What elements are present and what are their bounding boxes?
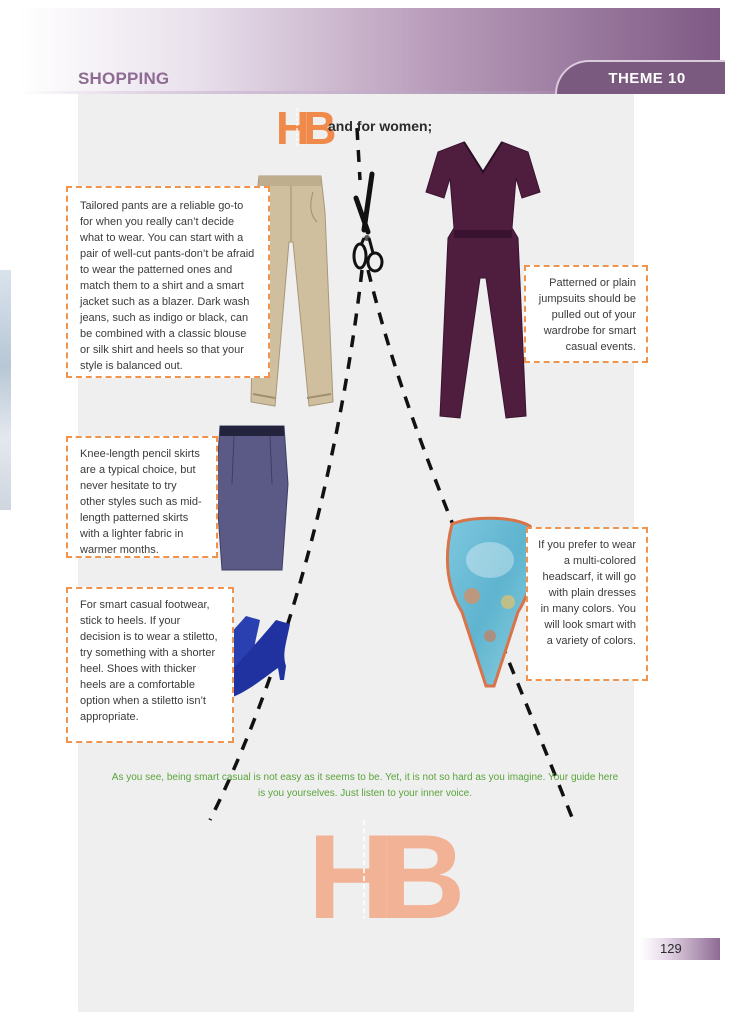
hb-logo-large [308,810,450,944]
hb-logo-text: HB [276,102,331,154]
hb-logo-large-text: HB [308,810,450,944]
intro-heading: and for women; [328,118,433,134]
skirt-tip: Knee-length pencil skirts are a typical choice, but never hesitate to try other styles such as mid-length patterned skirts with a lighter fabric in warmer months. [66,436,218,558]
scarf-tip: If you prefer to wear a multi-colored headscarf, it will go with plain dresses in many colors. You will look smart with a variety of colors. [526,527,648,681]
pants-tip: Tailored pants are a reliable go-to for when you really can’t decide what to wear. You can start with a pair of well-cut pants-don’t be afraid to wear the patterned ones and match them to a shirt and a smart jacket such as a blazer. Dark wash jeans, such as indigo or black, can be combined with a classic blouse or silk shirt and heels so that your style is balanced out. [66,186,270,378]
scissors-icon [350,172,384,276]
page-number: 129 [640,938,720,960]
closing-note: As you see, being smart casual is not easy as it seems to be. Yet, it is not so hard as you imagine. Your guide here is you yourselves. Just listen to your inner voice. [111,772,619,799]
section-label: SHOPPING [78,69,170,88]
adjacent-page-image [0,270,11,510]
pencil-skirt-image [212,424,292,572]
jumpsuit-tip: Patterned or plain jumpsuits should be pulled out of your wardrobe for smart casual events. [524,265,648,363]
headscarf-image [442,516,538,688]
heels-tip: For smart casual footwear, stick to heels. If your decision is to wear a stiletto, try something with a shorter heel. Shoes with thicker heels are a comfortable option when a stiletto isn’t appropriate. [66,587,234,743]
hb-logo [276,102,331,154]
theme-tab: THEME 10 [555,60,725,94]
